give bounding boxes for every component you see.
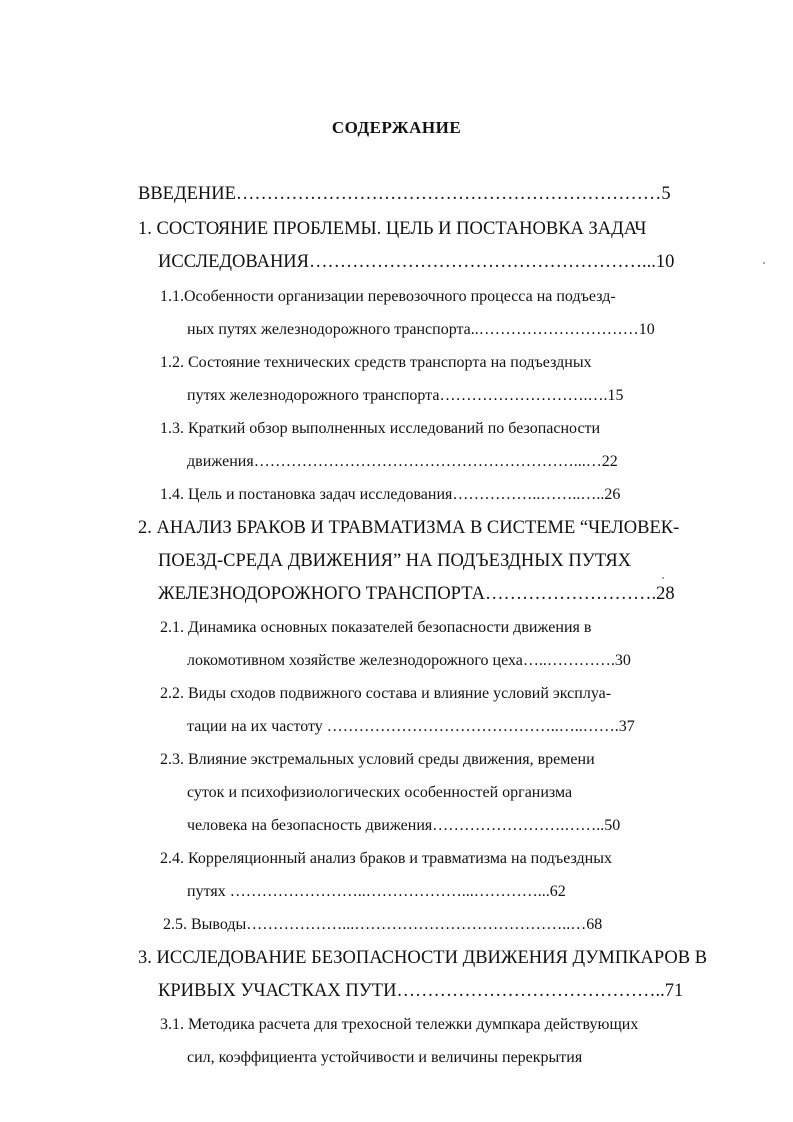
toc-entry-chapter-3: 3. ИССЛЕДОВАНИЕ БЕЗОПАСНОСТИ ДВИЖЕНИЯ ДУМПКАРОВ В	[138, 948, 708, 968]
toc-entry-chapter-2: 2. АНАЛИЗ БРАКОВ И ТРАВМАТИЗМА В СИСТЕМЕ “ЧЕЛОВЕК-	[138, 518, 680, 538]
toc-entry-1-3: 1.3. Краткий обзор выполненных исследований по безопасности	[160, 420, 601, 437]
toc-entry-2-4: 2.4. Корреляционный анализ браков и травматизма на подъездных	[160, 850, 612, 867]
toc-entry-1-1-cont: ных путях железнодорожного транспорта..…………………………10	[187, 321, 655, 338]
page-title: СОДЕРЖАНИЕ	[331, 118, 462, 137]
toc-entry-1-4: 1.4. Цель и постановка задач исследования……………..……..…..26	[160, 486, 621, 503]
toc-entry-1-2: 1.2. Состояние технических средств транспорта на подъездных	[160, 354, 592, 371]
toc-entry-chapter-2-cont-2: ЖЕЛЕЗНОДОРОЖНОГО ТРАНСПОРТА……………………….28	[158, 584, 675, 604]
toc-entry-chapter-2-cont-1: ПОЕЗД-СРЕДА ДВИЖЕНИЯ” НА ПОДЪЕЗДНЫХ ПУТЯХ	[158, 551, 632, 571]
toc-entry-1-2-cont: путях железнодорожного транспорта……………………….….15	[187, 387, 624, 404]
toc-entry-2-1-cont: локомотивном хозяйстве железнодорожного цеха…..………….30	[187, 652, 631, 669]
toc-entry-2-3: 2.3. Влияние экстремальных условий среды движения, времени	[160, 751, 595, 768]
toc-entry-3-1-cont: сил, коэффициента устойчивости и величины перекрытия	[187, 1049, 583, 1066]
toc-entry-3-1: 3.1. Методика расчета для трехосной тележки думпкара действующих	[160, 1016, 639, 1033]
toc-entry-2-1: 2.1. Динамика основных показателей безопасности движения в	[160, 619, 592, 636]
toc-entry-chapter-1-cont: ИССЛЕДОВАНИЯ………………………………………………...10	[158, 252, 675, 272]
toc-entry-chapter-3-cont: КРИВЫХ УЧАСТКАХ ПУТИ……………………………………..71	[158, 981, 684, 1001]
toc-entry-2-2-cont: тации на их частоту ……………………………………..…..…….37	[187, 718, 635, 735]
scan-speck	[662, 577, 664, 579]
toc-entry-2-3-cont-2: человека на безопасность движения…………………….……..50	[187, 817, 621, 834]
toc-entry-introduction: ВВЕДЕНИЕ……………………………………………………………5	[138, 184, 671, 204]
toc-entry-1-1: 1.1.Особенности организации перевозочного процесса на подъезд-	[160, 288, 616, 305]
toc-entry-2-4-cont: путях ……………………..………………...…………...62	[187, 883, 566, 900]
toc-entry-1-3-cont: движения……………………………………………………...…22	[187, 453, 618, 470]
toc-entry-2-5: 2.5. Выводы………………...…………………………………..…68	[163, 916, 603, 933]
toc-entry-chapter-1: 1. СОСТОЯНИЕ ПРОБЛЕМЫ. ЦЕЛЬ И ПОСТАНОВКА ЗАДАЧ	[138, 219, 647, 239]
toc-entry-2-2: 2.2. Виды сходов подвижного состава и влияние условий эксплуа-	[160, 685, 612, 702]
toc-entry-2-3-cont-1: суток и психофизиологических особенностей организма	[187, 784, 573, 801]
scan-speck	[763, 262, 765, 264]
